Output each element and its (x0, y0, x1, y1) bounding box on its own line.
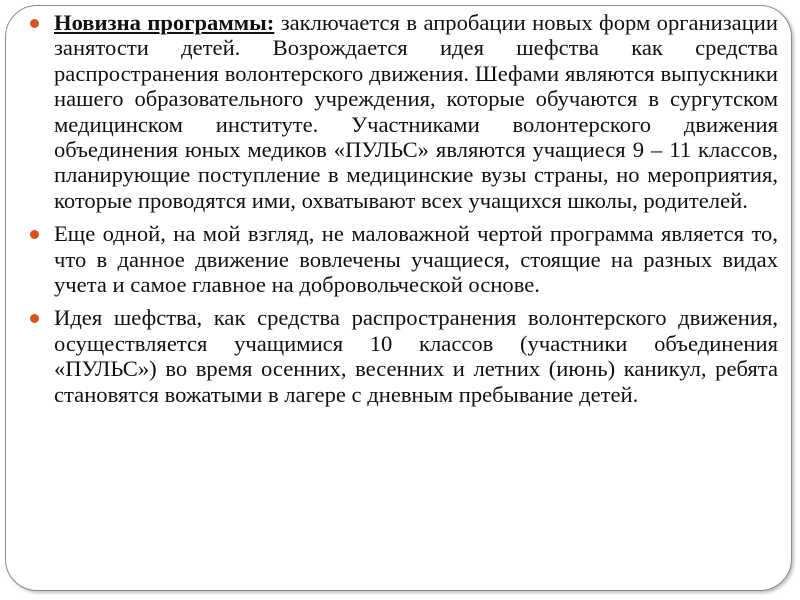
bullet-dot-icon (30, 314, 39, 323)
bullet-dot-icon (30, 230, 39, 239)
bullet-dot-icon (30, 19, 39, 28)
item-label: Новизна программы: (54, 10, 275, 35)
bullet-item-novelty (30, 10, 778, 213)
item-text: заключается в апробации новых форм организации занятости детей. Возрождается идея шефства как средства распространения волонтерского движения. Шефами являются выпускники нашего образовательного учреждения, которые обучаются в сургутском медицинском институте. Участниками волонтерского движения объединения юных медиков «ПУЛЬС» являются учащиеся 9 – 11 классов, планирующие поступление в медицинские вузы страны, но мероприятия, которые проводятся ими, охватывают всех учащихся школы, родителей. (54, 10, 778, 213)
bullet-item-patronage (30, 305, 778, 407)
item-text: Еще одной, на мой взгляд, не маловажной чертой программа является то, что в данное движение вовлечены учащиеся, стоящие на разных видах учета и самое главное на добровольческой основе. (54, 221, 778, 298)
bullet-item-feature (30, 221, 778, 297)
item-text: Идея шефства, как средства распространения волонтерского движения, осуществляется учащимися 10 классов (участники объединения «ПУЛЬС») во время осенних, весенних и летних (июнь) каникул, ребята становятся вожатыми в лагере с дневным пребывание детей. (54, 305, 778, 407)
slide-content (30, 10, 778, 415)
